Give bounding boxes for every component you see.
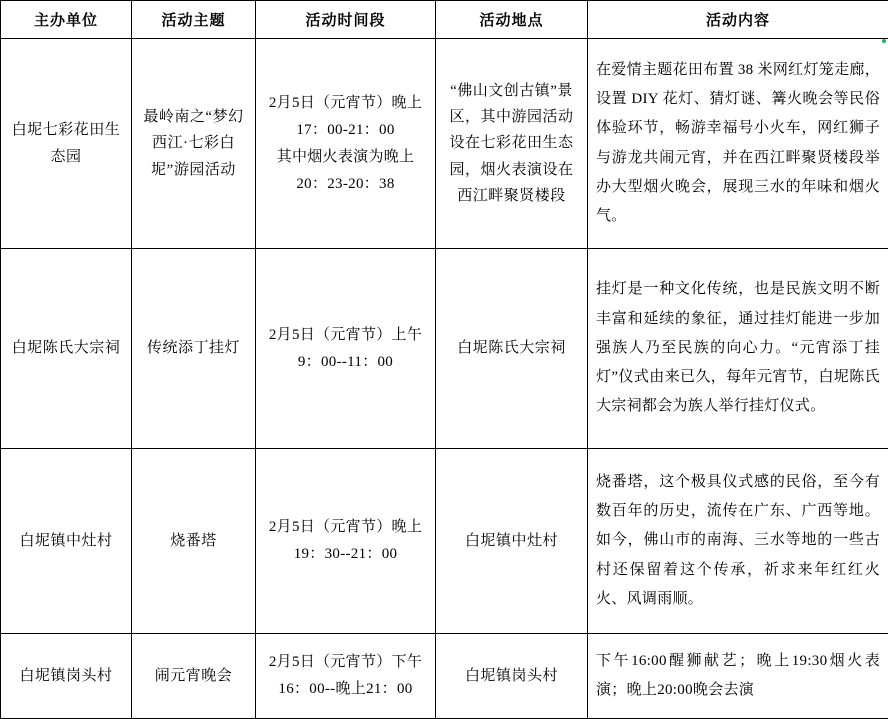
cell-theme: 最岭南之“梦幻西江·七彩白坭”游园活动 bbox=[132, 39, 256, 249]
cell-theme: 闹元宵晚会 bbox=[132, 634, 256, 719]
time-line: 其中烟火表演为晚上 bbox=[264, 144, 427, 171]
cell-organizer: 白坭陈氏大宗祠 bbox=[1, 249, 132, 449]
cell-place: “佛山文创古镇”景区，其中游园活动设在七彩花田生态园，烟火表演设在西江畔聚贤楼段 bbox=[436, 39, 588, 249]
column-header-time: 活动时间段 bbox=[256, 1, 436, 39]
column-header-content: 活动内容 bbox=[588, 1, 888, 39]
time-line: 2月5日（元宵节）下午 bbox=[264, 649, 427, 676]
cell-theme: 烧番塔 bbox=[132, 449, 256, 634]
cell-place: 白坭镇中灶村 bbox=[436, 449, 588, 634]
cell-content: 下午16:00醒狮献艺；晚上19:30烟火表演；晚上20:00晚会去演 bbox=[588, 634, 888, 719]
table-row bbox=[1, 449, 888, 634]
cell-place: 白坭镇岗头村 bbox=[436, 634, 588, 719]
cell-time bbox=[256, 449, 436, 634]
table-row bbox=[1, 634, 888, 719]
time-line: 9：00--11：00 bbox=[264, 349, 427, 376]
cell-place: 白坭陈氏大宗祠 bbox=[436, 249, 588, 449]
table-body bbox=[1, 39, 888, 719]
time-line: 2月5日（元宵节）晚上 bbox=[264, 514, 427, 541]
cell-organizer: 白坭镇中灶村 bbox=[1, 449, 132, 634]
table-header bbox=[1, 1, 888, 39]
cell-time bbox=[256, 39, 436, 249]
time-line: 16：00--晚上21：00 bbox=[264, 676, 427, 703]
time-line: 2月5日（元宵节）上午 bbox=[264, 322, 427, 349]
time-line: 2月5日（元宵节）晚上 bbox=[264, 90, 427, 117]
cell-organizer: 白坭镇岗头村 bbox=[1, 634, 132, 719]
column-header-place: 活动地点 bbox=[436, 1, 588, 39]
column-header-theme: 活动主题 bbox=[132, 1, 256, 39]
cell-time bbox=[256, 634, 436, 719]
cell-theme: 传统添丁挂灯 bbox=[132, 249, 256, 449]
cell-content: 在爱情主题花田布置 38 米网红灯笼走廊，设置 DIY 花灯、猜灯谜、篝火晚会等民俗体验环节，畅游幸福号小火车，网红狮子与游龙共闹元宵，并在西江畔聚贤楼段举办大型烟火晚会，展现三水的年味和烟火气。 bbox=[588, 39, 888, 249]
cell-content: 烧番塔，这个极具仪式感的民俗，至今有数百年的历史，流传在广东、广西等地。如今，佛山市的南海、三水等地的一些古村还保留着这个传承，祈求来年红红火火、风调雨顺。 bbox=[588, 449, 888, 634]
column-header-organizer: 主办单位 bbox=[1, 1, 132, 39]
cell-organizer: 白坭七彩花田生态园 bbox=[1, 39, 132, 249]
table-row bbox=[1, 39, 888, 249]
table-header-row bbox=[1, 1, 888, 39]
time-line: 20：23-20：38 bbox=[264, 171, 427, 198]
page-marker-dot bbox=[882, 39, 886, 43]
cell-content: 挂灯是一种文化传统，也是民族文明不断丰富和延续的象征，通过挂灯能进一步加强族人乃至民族的向心力。“元宵添丁挂灯”仪式由来已久，每年元宵节，白坭陈氏大宗祠都会为族人举行挂灯仪式。 bbox=[588, 249, 888, 449]
cell-time bbox=[256, 249, 436, 449]
table-row bbox=[1, 249, 888, 449]
time-line: 19：30--21：00 bbox=[264, 541, 427, 568]
time-line: 17：00-21：00 bbox=[264, 117, 427, 144]
